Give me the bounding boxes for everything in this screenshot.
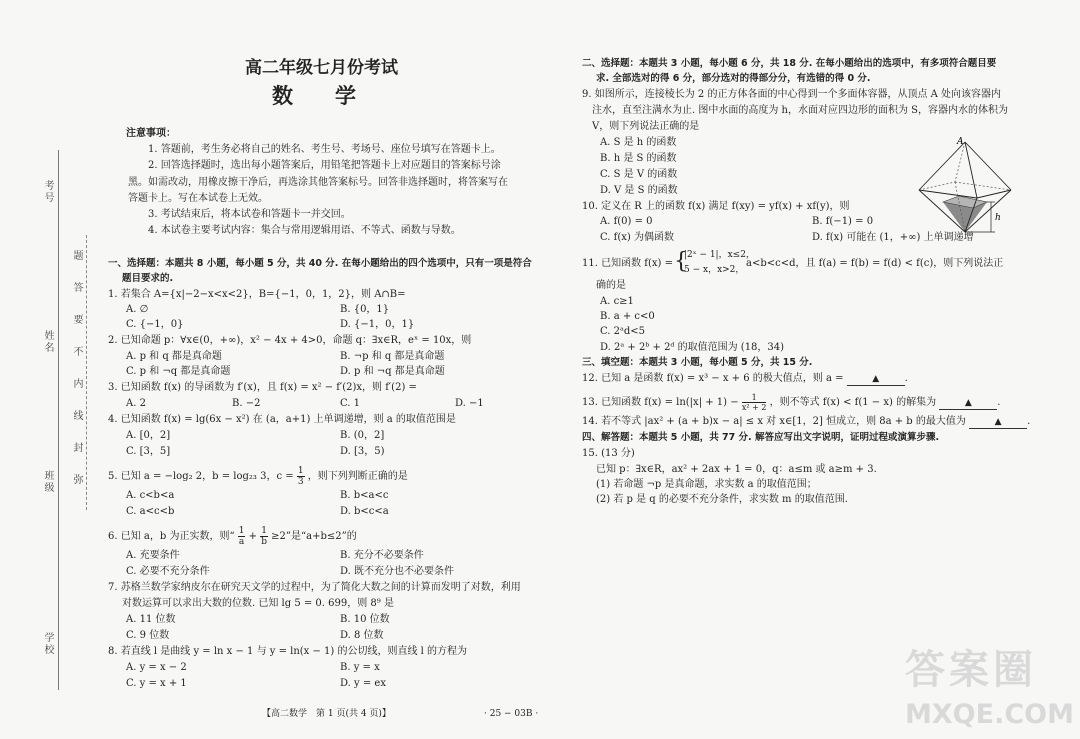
edge-6 (977, 190, 1011, 198)
q6-option-c: C. 必要不充分条件 (126, 566, 210, 577)
edge-7 (919, 182, 955, 190)
q5-fraction (297, 466, 305, 487)
q11-option-d: D. 2ᵃ + 2ᵇ + 2ᵈ 的取值范围为 (18，34) (600, 342, 785, 353)
edge-5 (919, 190, 977, 198)
q2-option-b: B. ¬p 和 q 都是真命题 (340, 351, 445, 362)
q13-pre: 13. 已知函数 f(x) = ln(|x| + 1) − (582, 397, 739, 408)
q3-option-a: A. 2 (126, 398, 146, 409)
q6-pre: 6. 已知 a，b 为正实数，则“ (108, 531, 235, 542)
q6-post: ≥2”是“a+b≤2”的 (271, 531, 357, 542)
q6-frac-a-den: a (238, 537, 245, 547)
q9-option-b: B. h 是 S 的函数 (600, 153, 677, 164)
q13-fraction (742, 393, 767, 412)
section1-heading-2: 题目要求的. (122, 273, 174, 284)
q5-frac-den: 3 (297, 477, 304, 487)
q3-stem: 3. 已知函数 f(x) 的导函数为 f′(x)，且 f(x) = x² − f′(2)x，则 f′(2) = (108, 382, 417, 393)
q9-option-d: D. V 是 S 的函数 (600, 185, 678, 196)
q11-case-1: |2ˣ − 1|，x≤2， (684, 250, 755, 260)
watermark-url: MXQE.COM (905, 699, 1074, 730)
note-line-6: 4. 本试卷主要考试内容：集合与常用逻辑用语、不等式、函数与导数。 (148, 225, 461, 236)
q8-option-d: D. y = ex (340, 678, 386, 689)
vertex-label-a: A (957, 137, 964, 147)
seal-char-8: 弥 (71, 474, 82, 486)
seal-char-5: 内 (71, 378, 82, 390)
q2-option-a: A. p 和 q 都是真命题 (126, 351, 222, 362)
q15-line-3: (2) 若 p 是 q 的必要不充分条件，求实数 m 的取值范围. (596, 494, 848, 505)
q11-case-2: 5 − x，x>2， (684, 265, 745, 275)
q12-stem (582, 373, 908, 386)
q6-frac-a-num: 1 (238, 526, 245, 536)
q2-option-d: D. p 和 ¬q 都是真命题 (340, 366, 445, 377)
note-line-5: 3. 考试结束后，将本试卷和答题卡一并交回。 (148, 209, 351, 220)
edge-8 (955, 182, 1011, 190)
q4-option-d: D. [3，5) (340, 446, 385, 457)
q4-stem: 4. 已知函数 f(x) = lg(6x − x²) 在 (a，a+1) 上单调递增，则 a 的取值范围是 (108, 414, 456, 425)
q11-option-a: A. c≥1 (600, 296, 634, 307)
q11-pre: 11. 已知函数 f(x) = (582, 258, 673, 269)
q5-stem-pre: 5. 已知 a = −log₂ 2，b = log₂₃ 3，c = (108, 471, 294, 482)
q9-line-2: 注水，直至注满水为止. 图中水面的高度为 h，水面对应四边形的面积为 S，容器内水的体积为 (592, 105, 1009, 116)
q6-frac-b-num: 1 (261, 526, 267, 536)
section3-heading: 三、填空题：本题共 3 小题，每小题 5 分，共 15 分. (582, 357, 813, 368)
q7-option-d: D. 8 位数 (340, 630, 384, 641)
q15-line-1: 已知 p：∃x∈R，ax² + 2ax + 1 = 0，q：a≤m 或 a≥m + 3. (596, 464, 877, 475)
q14-text: 14. 若不等式 |ax² + (a + b)x − a| ≤ x 对 x∈[1，2] 恒成立，则 8a + b 的最大值为 (582, 416, 966, 427)
section2-heading-2: 求. 全部选对的得 6 分，部分选对的得部分分，有选错的得 0 分. (596, 73, 871, 84)
q13-stem (582, 393, 1000, 412)
q9-option-a: A. S 是 h 的函数 (600, 137, 677, 148)
q10-option-a: A. f(0) = 0 (600, 216, 653, 227)
q6-option-b: B. 充分不必要条件 (340, 550, 424, 561)
q3-option-c: C. 1 (340, 398, 361, 409)
q14-answer-blank (969, 416, 1027, 429)
q7-option-c: C. 9 位数 (126, 630, 170, 641)
q8-option-c: C. y = x + 1 (126, 678, 187, 689)
note-line-2: 2. 回答选择题时，选出每小题答案后，用铅笔把答题卡上对应题目的答案标号涂 (148, 160, 501, 171)
q10-option-b: B. f(−1) = 0 (812, 216, 874, 227)
edge-4 (955, 142, 965, 182)
q11-post-2: 确的是 (596, 280, 626, 291)
q5-stem (108, 466, 408, 487)
q7-option-a: A. 11 位数 (126, 614, 176, 625)
q1-option-b: B. {0，1} (340, 304, 390, 315)
q14-stem (582, 416, 1030, 429)
q14-triangle-icon: ▲ (994, 417, 1002, 427)
q6-plus: + (248, 531, 258, 542)
edge-2 (965, 142, 1011, 190)
q12-end: . (904, 373, 908, 384)
q12-triangle-icon: ▲ (872, 374, 880, 384)
seal-char-3: 要 (71, 314, 82, 326)
side-exam-no: 考号 (42, 180, 53, 204)
q7-stem-2: 对数运算可以求出大数的位数. 已知 lg 5 = 0. 699，则 8⁹ 是 (122, 598, 394, 609)
q10-option-d: D. f(x) 可能在 (1，+∞) 上单调递增 (812, 232, 974, 243)
side-school: 学校 (42, 632, 53, 656)
q12-text: 12. 已知 a 是函数 f(x) = x³ − x + 6 的极大值点，则 a = (582, 373, 844, 384)
q6-option-a: A. 充要条件 (126, 550, 180, 561)
seal-char-1: 题 (71, 250, 82, 262)
q15-line-2: (1) 若命题 ¬p 是真命题，求实数 a 的取值范围； (596, 479, 817, 490)
section4-heading: 四、解答题：本题共 5 小题，共 77 分. 解答应写出文字说明，证明过程或演算步骤. (582, 432, 940, 443)
q3-option-d: D. −1 (455, 398, 484, 409)
q6-frac-b-den: b (261, 537, 267, 547)
q6-frac-a (238, 526, 246, 547)
side-class: 班级 (42, 470, 53, 494)
side-name: 姓名 (42, 330, 53, 354)
q13-post: ，则不等式 f(x) < f(1 − x) 的解集为 (769, 397, 937, 408)
q11-post: a<b<c<d，且 f(a) = f(b) = f(d) < f(c)，则下列说法正 (746, 258, 1004, 269)
q6-option-d: D. 既不充分也不必要条件 (340, 566, 455, 577)
q11-option-c: C. 2ᵃd<5 (600, 326, 646, 337)
q8-option-b: B. y = x (340, 662, 380, 673)
q6-stem (108, 526, 357, 547)
q12-answer-blank (847, 373, 905, 386)
q13-answer-blank (939, 397, 997, 410)
q5-stem-post: ，则下列判断正确的是 (307, 471, 408, 482)
seal-char-7: 封 (71, 442, 82, 454)
q5-frac-num: 1 (297, 466, 304, 476)
binding-dashed-line (86, 235, 87, 510)
q9-line-3: V，则下列说法正确的是 (592, 121, 700, 132)
notes-heading: 注意事项： (126, 128, 176, 139)
binding-solid-line (58, 150, 59, 690)
q11-brace: { (674, 249, 688, 274)
q13-frac-den: x² + 2 (741, 403, 767, 412)
q4-option-b: B. (0，2] (340, 430, 385, 441)
seal-char-4: 不 (71, 346, 82, 358)
q14-end: . (1027, 416, 1031, 427)
q5-option-b: B. b<a<c (340, 490, 389, 501)
q2-stem: 2. 已知命题 p：∀x∈(0，+∞)，x² − 4x + 4>0，命题 q：∃x∈R，eˣ = 10x，则 (108, 335, 472, 346)
q1-stem: 1. 若集合 A={x|−2−x<x<2}，B={−1，0，1，2}，则 A∩B= (108, 289, 406, 300)
seal-char-2: 答 (71, 282, 82, 294)
q1-option-a: A. ∅ (126, 304, 149, 315)
note-line-1: 1. 答题前，考生务必将自己的姓名、考生号、考场号、座位号填写在答题卡上。 (148, 144, 501, 155)
section2-heading: 二、选择题：本题共 3 小题，每小题 6 分，共 18 分. 在每小题给出的选项中，有多项符合题目要 (582, 58, 997, 69)
q5-option-a: A. c<b<a (126, 490, 175, 501)
section1-heading: 一、选择题：本题共 8 小题，每小题 5 分，共 40 分. 在每小题给出的四个选项中，只有一项是符合 (108, 258, 532, 269)
q6-frac-b (260, 526, 268, 547)
q5-option-d: D. b<c<a (340, 506, 389, 517)
note-line-3: 黑。如需改动，用橡皮擦干净后，再选涂其他答案标号。回答非选择题时，将答案写在 (128, 177, 508, 188)
q15-number: 15. (13 分) (582, 448, 635, 459)
watermark-text: 答案圈 (905, 647, 1037, 693)
q10-option-c: C. f(x) 为偶函数 (600, 232, 674, 243)
q8-stem: 8. 若直线 l 是曲线 y = ln x − 1 与 y = ln(x − 1) 的公切线，则直线 l 的方程为 (108, 646, 468, 657)
q1-option-c: C. {−1，0} (126, 319, 184, 330)
q13-triangle-icon: ▲ (964, 398, 972, 408)
subject-title: 数 学 (272, 84, 356, 108)
q11-option-b: B. a + c<0 (600, 311, 655, 322)
footer-code: · 25 − 03B · (484, 709, 539, 719)
q9-option-c: C. S 是 V 的函数 (600, 169, 678, 180)
edge-3 (965, 142, 977, 198)
q1-option-d: D. {−1，0，1} (340, 319, 415, 330)
note-line-4: 答题卡上。写在本试卷上无效。 (128, 193, 268, 204)
exam-title: 高二年级七月份考试 (245, 58, 398, 78)
q2-option-c: C. p 和 ¬q 都是真命题 (126, 366, 231, 377)
q7-stem: 7. 苏格兰数学家纳皮尔在研究天文学的过程中，为了简化大数之间的计算而发明了对数，利用 (108, 582, 521, 593)
q13-end: . (997, 397, 1001, 408)
q9-line-1: 9. 如图所示，连接棱长为 2 的正方体各面的中心得到一个多面体容器，从顶点 A 处向该容器内 (582, 89, 1002, 100)
height-label: h (995, 213, 1001, 223)
seal-char-6: 线 (71, 410, 82, 422)
q3-option-b: B. −2 (232, 398, 261, 409)
q8-option-a: A. y = x − 2 (126, 662, 187, 673)
q5-option-c: C. a<c<b (126, 506, 175, 517)
footer-page-info: 【高二数学 第 1 页(共 4 页)】 (262, 709, 391, 719)
edge-1 (919, 142, 965, 190)
q4-option-a: A. [0，2] (126, 430, 171, 441)
q13-frac-num: 1 (742, 393, 767, 403)
q7-option-b: B. 10 位数 (340, 614, 390, 625)
q4-option-c: C. [3，5] (126, 446, 171, 457)
q10-stem: 10. 定义在 R 上的函数 f(x) 满足 f(xy) = yf(x) + xf(y)，则 (582, 201, 850, 212)
